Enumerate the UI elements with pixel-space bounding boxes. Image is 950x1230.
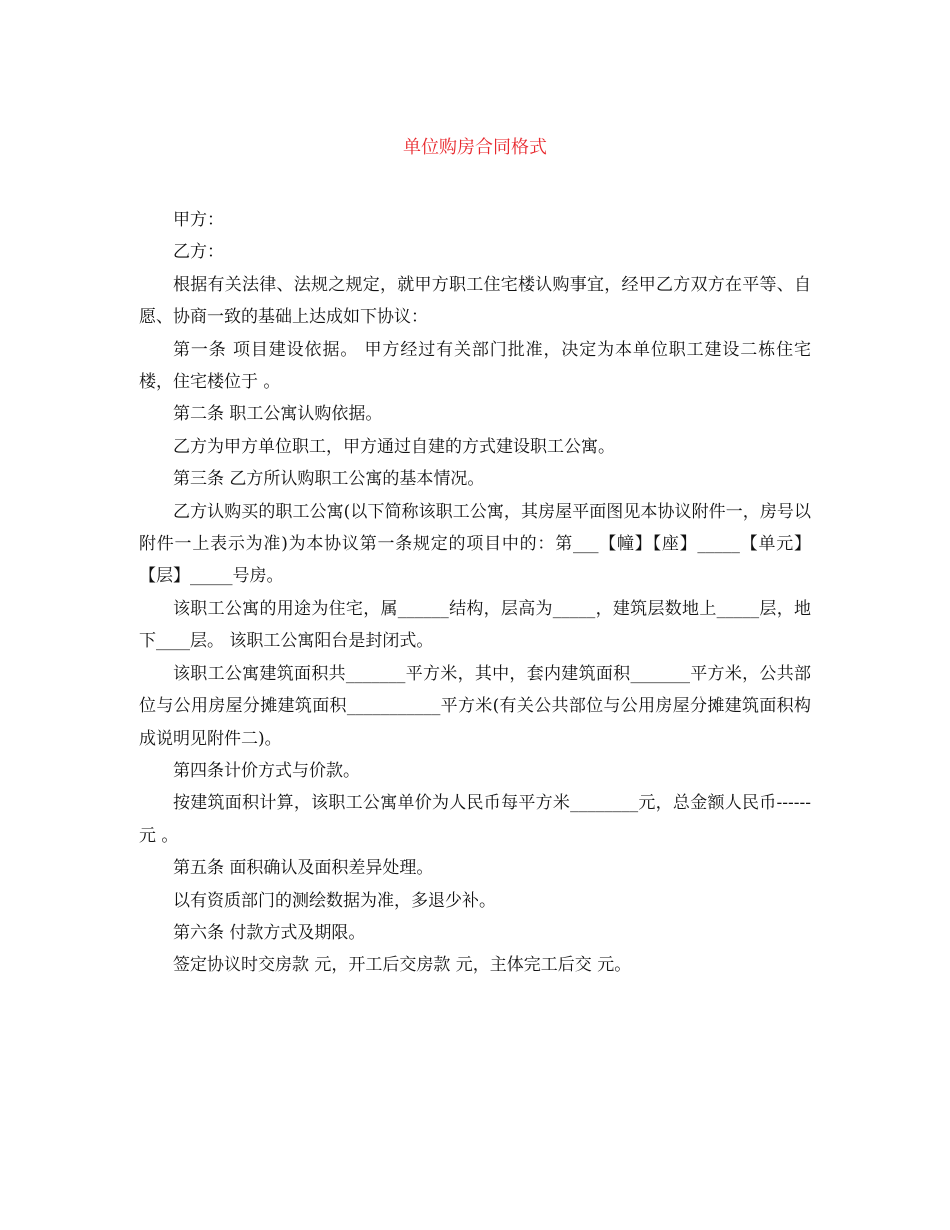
article-5-paragraph: 以有资质部门的测绘数据为准，多退少补。: [173, 890, 496, 911]
article-2-heading: 第二条 职工公寓认购依据。: [173, 404, 383, 425]
article-6-paragraph: 签定协议时交房款 元，开工后交房款 元，主体完工后交 元。: [173, 955, 632, 976]
article-5-heading: 第五条 面积确认及面积差异处理。: [173, 858, 434, 879]
article-6-heading: 第六条 付款方式及期限。: [173, 922, 366, 943]
preamble-paragraph: 根据有关法律、法规之规定，就甲方职工住宅楼认购事宜，经甲乙方双方在平等、自愿、协商一致的基础上达成如下协议：: [139, 274, 811, 328]
article-3-usage-paragraph: 该职工公寓的用途为住宅，属______结构，层高为_____，建筑层数地上_____层，地下____层。 该职工公寓阳台是封闭式。: [139, 598, 811, 652]
article-1-paragraph: 第一条 项目建设依据。 甲方经过有关部门批准，决定为本单位职工建设二栋住宅楼，住宅楼位于 。: [139, 339, 811, 393]
article-3-heading: 第三条 乙方所认购职工公寓的基本情况。: [173, 469, 485, 490]
article-3-unit-paragraph: 乙方认购买的职工公寓(以下简称该职工公寓，其房屋平面图见本协议附件一，房号以附件一上表示为准)为本协议第一条规定的项目中的：第___【幢】【座】_____【单元】【层】_____号房。: [139, 501, 811, 587]
article-4-paragraph: 按建筑面积计算，该职工公寓单价为人民币每平方米________元，总金额人民币------元 。: [139, 793, 811, 846]
party-b-line: 乙方：: [173, 242, 224, 263]
party-a-line: 甲方：: [173, 210, 224, 230]
document-body: [139, 204, 811, 982]
article-2-paragraph: 乙方为甲方单位职工，甲方通过自建的方式建设职工公寓。: [173, 436, 615, 457]
document-title: 单位购房合同格式: [403, 137, 547, 158]
article-3-area-paragraph: 该职工公寓建筑面积共_______平方米，其中，套内建筑面积_______平方米，公共部位与公用房屋分摊建筑面积___________平方米(有关公共部位与公用房屋分摊建筑面积构成说明见附件二)。: [139, 663, 811, 749]
article-4-heading: 第四条计价方式与价款。: [173, 760, 360, 781]
